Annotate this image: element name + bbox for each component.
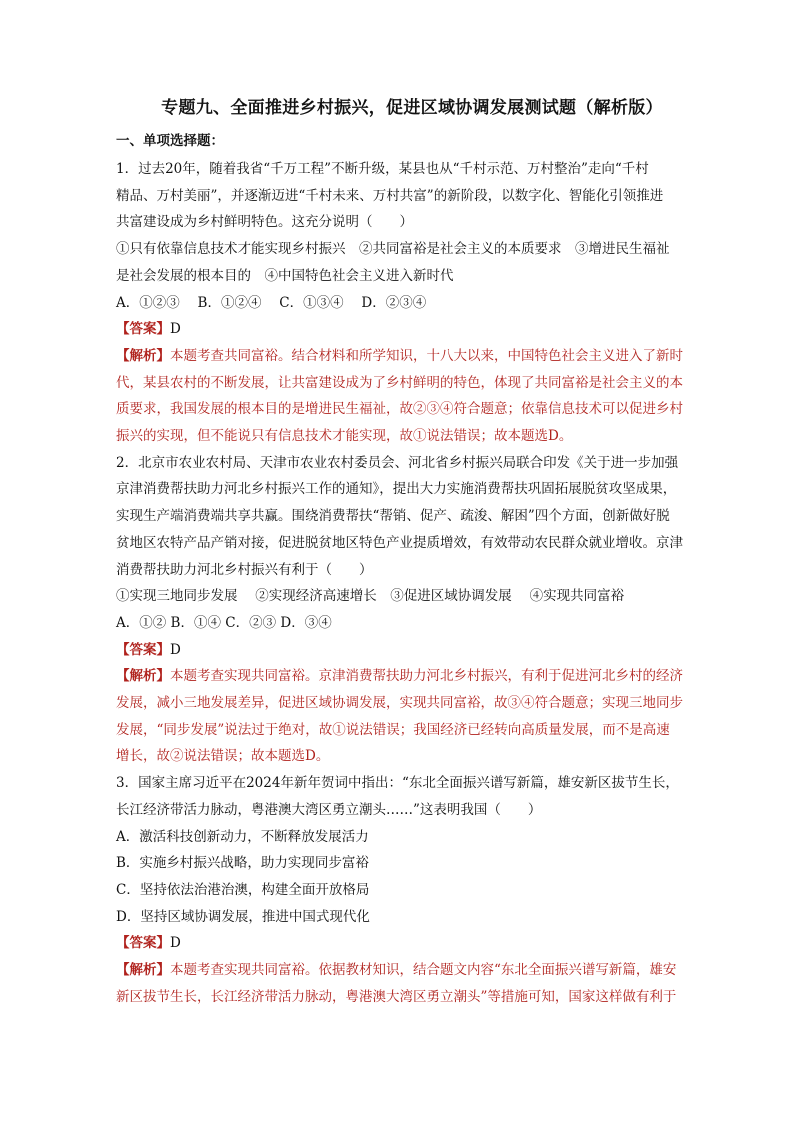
question-stem-line: 贫地区农特产品产销对接，促进脱贫地区特色产业提质增效，有效带动农民群众就业增收。京津 [116,534,683,551]
answer-tag: 【答案】 [116,641,170,658]
question-stem-line: 共富建设成为乡村鲜明特色。这充分说明（ ） [116,214,413,231]
section-heading: 一、单项选择题： [116,133,224,149]
question-stem-line: 3．国家主席习近平在2024年新年贺词中指出：“东北全面振兴谱写新篇，雄安新区拔节生长， [116,775,679,792]
analysis-line: 代，某县农村的不断发展，让共富建设成为了乡村鲜明的特色，体现了共同富裕是社会主义的本 [116,374,683,391]
option-b: B．实施乡村振兴战略，助力实现同步富裕 [116,855,369,872]
analysis-line: 发展，“同步发展”说法过于绝对，故①说法错误；我国经济已经转向高质量发展，而不是高速 [116,721,670,738]
analysis-line: 增长，故②说法错误；故本题选D。 [116,748,330,765]
analysis-line: 新区拔节生长，长江经济带活力脉动，粤港澳大湾区勇立潮头”等措施可知，国家这样做有利于 [116,988,677,1005]
option-d: D．坚持区域协调发展，推进中国式现代化 [116,908,370,925]
question-stem-line: 精品、万村美丽”，并逐渐迈进“千村未来、万村共富”的新阶段，以数字化、智能化引领推进 [116,187,664,204]
answer-value: D [170,321,181,338]
analysis-tag: 【解析】 [116,962,170,979]
answer-line [116,637,708,664]
question-2 [116,450,708,770]
question-stem-line: 实现生产端消费端共享共赢。围绕消费帮扶“帮销、促产、疏浚、解困”四个方面，创新做好脱 [116,508,670,525]
analysis-line [116,343,708,370]
analysis-line: 振兴的实现，但不能说只有信息技术才能实现，故①说法错误；故本题选D。 [116,428,573,445]
question-stem-line: 消费帮扶助力河北乡村振兴有利于（ ） [116,561,373,578]
answer-tag: 【答案】 [116,935,170,952]
analysis-text: 本题考查实现共同富裕。依据教材知识，结合题文内容“东北全面振兴谱写新篇，雄安 [170,962,677,979]
statement-line: ①实现三地同步发展 ②实现经济高速增长 ③促进区域协调发展 ④实现共同富裕 [116,588,625,605]
statement-line: ①只有依靠信息技术才能实现乡村振兴 ②共同富裕是社会主义的本质要求 ③增进民生福祉 [116,241,670,258]
analysis-line [116,957,708,984]
statement-line: 是社会发展的根本目的 ④中国特色社会主义进入新时代 [116,267,454,284]
options-line: A．①②③ B．①②④ C．①③④ D．②③④ [116,294,427,311]
question-1 [116,156,708,450]
analysis-text: 本题考查共同富裕。结合材料和所学知识，十八大以来，中国特色社会主义进入了新时 [170,347,683,364]
options-line: A．①② B．①④ C．②③ D．③④ [116,614,332,631]
question-stem-line: 长江经济带活力脉动，粤港澳大湾区勇立潮头……”这表明我国（ ） [116,801,542,818]
answer-value: D [170,935,181,952]
analysis-line [116,663,708,690]
answer-line [116,930,708,957]
question-stem-line: 1．过去20年，随着我省“千万工程”不断升级，某县也从“千村示范、万村整治”走向“千村 [116,161,649,177]
analysis-text: 本题考查实现共同富裕。京津消费帮扶助力河北乡村振兴，有利于促进河北乡村的经济 [170,668,683,685]
question-stem-line: 京津消费帮扶助力河北乡村振兴工作的通知》，提出大力实施消费帮扶巩固拓展脱贫攻坚成果， [116,481,677,498]
answer-value: D [170,641,181,658]
question-3 [116,770,708,1010]
document-title: 专题九、全面推进乡村振兴，促进区域协调发展测试题（解析版） [161,98,663,118]
analysis-tag: 【解析】 [116,668,170,685]
question-stem-line: 2．北京市农业农村局、天津市农业农村委员会、河北省乡村振兴局联合印发《关于进一步加强 [116,454,679,471]
analysis-line: 发展，减小三地发展差异，促进区域协调发展，实现共同富裕，故③④符合题意；实现三地同步 [116,695,683,712]
option-c: C．坚持依法治港治澳，构建全面开放格局 [116,881,370,898]
option-a: A．激活科技创新动力，不断释放发展活力 [116,828,369,845]
analysis-line: 质要求，我国发展的根本目的是增进民生福祉，故②③④符合题意；依靠信息技术可以促进乡村 [116,401,683,418]
analysis-tag: 【解析】 [116,347,170,364]
answer-line [116,316,708,343]
answer-tag: 【答案】 [116,321,170,338]
